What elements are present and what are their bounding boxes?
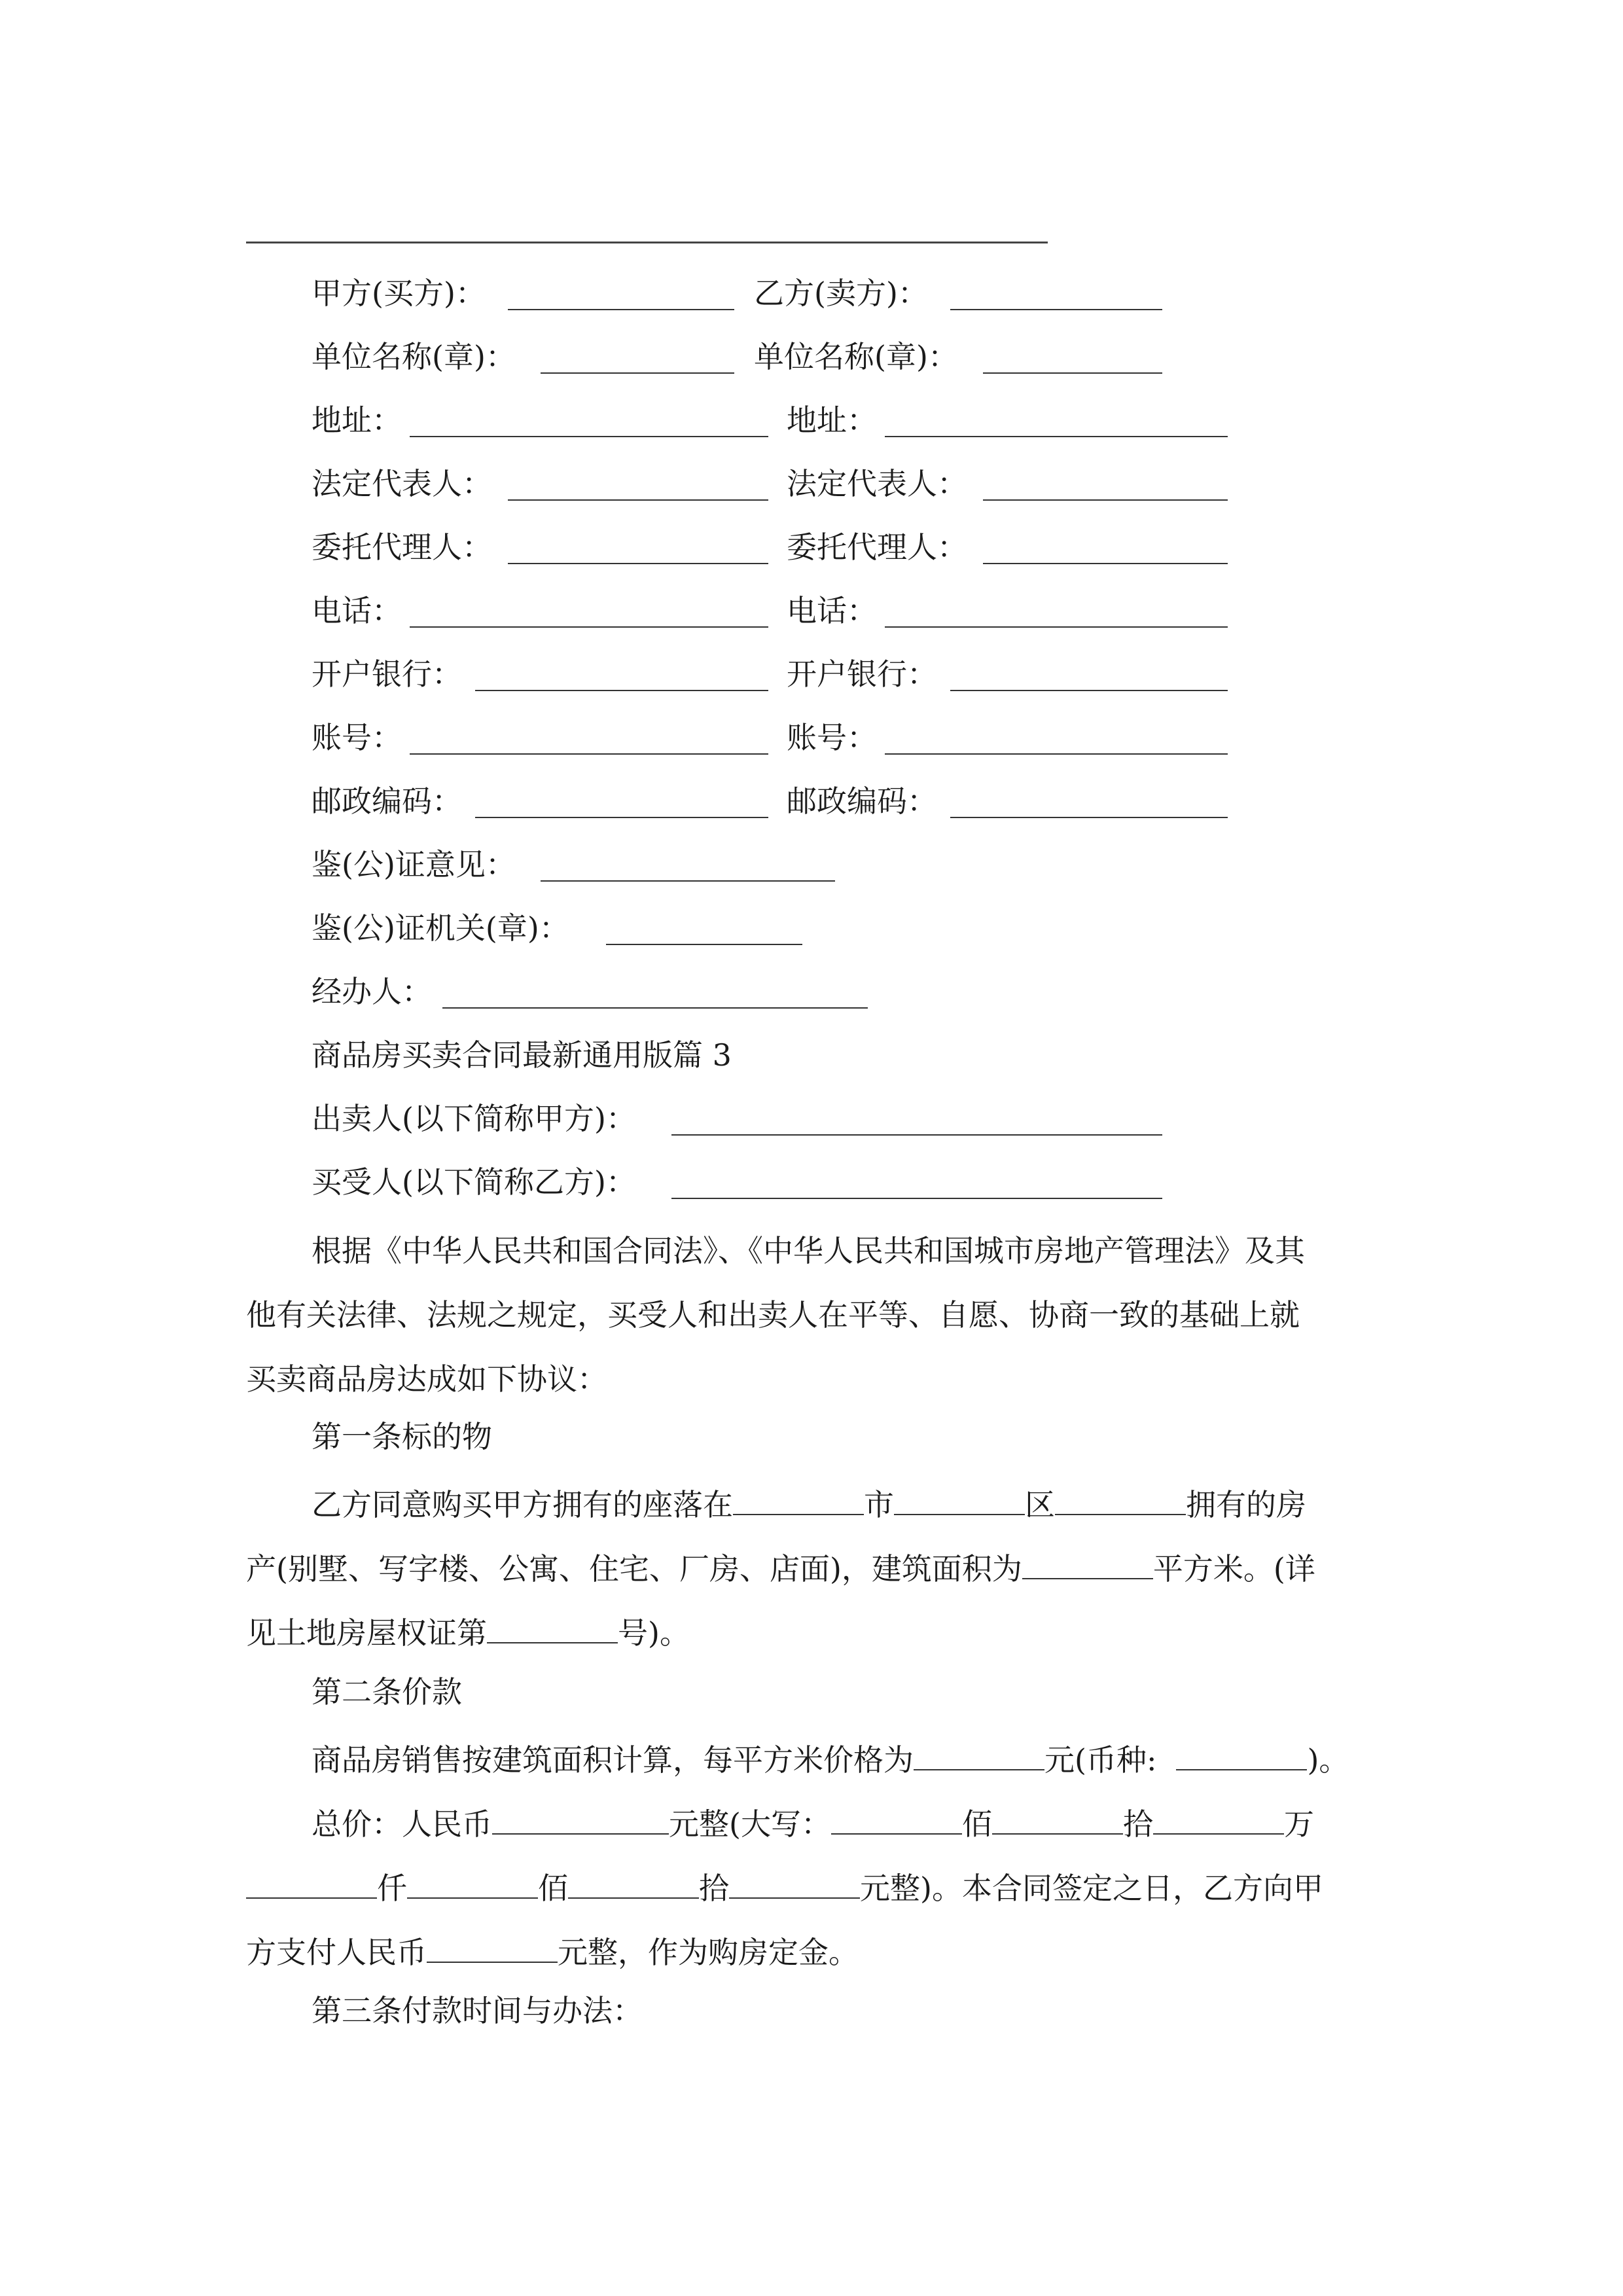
article-2-title: 第二条价款 xyxy=(312,1674,462,1710)
notary-handler-label: 经办人： xyxy=(312,974,432,1009)
hundreds-2-blank[interactable] xyxy=(407,1858,538,1899)
article-1-title: 第一条标的物 xyxy=(312,1419,492,1454)
currency-blank[interactable] xyxy=(1176,1730,1307,1770)
preamble-line: 他有关法律、法规之规定，买受人和出卖人在平等、自愿、协商一致的基础上就 xyxy=(246,1297,1300,1333)
seller-account-label: 账号： xyxy=(787,720,877,755)
buyer-postcode-blank[interactable] xyxy=(475,817,768,818)
deposit-suffix-text: 元整，作为购房定金。 xyxy=(558,1935,859,1970)
contract-seller-label: 出卖人(以下简称甲方)： xyxy=(312,1101,636,1136)
contract-seller-row xyxy=(0,1092,1623,1145)
city-blank[interactable] xyxy=(733,1475,864,1515)
seller-company-blank[interactable] xyxy=(983,372,1162,374)
hundreds-2-text: 佰 xyxy=(538,1871,568,1906)
notary-opinion-blank[interactable] xyxy=(541,880,835,882)
seller-bank-blank[interactable] xyxy=(950,690,1228,691)
article-1-body xyxy=(246,1473,1391,1665)
article-2-line xyxy=(246,1856,1391,1920)
buyer-address-label: 地址： xyxy=(312,403,402,438)
seller-label: 乙方(卖方)： xyxy=(754,276,928,311)
article-3-title: 第三条付款时间与办法： xyxy=(312,1993,643,2028)
area-unit-text: 平方米。(详 xyxy=(1152,1551,1315,1587)
seller-address-blank[interactable] xyxy=(885,436,1228,437)
owned-text: 拥有的房 xyxy=(1186,1487,1306,1522)
total-rmb-blank[interactable] xyxy=(492,1794,669,1835)
buyer-blank[interactable] xyxy=(508,309,734,310)
notary-office-row xyxy=(0,902,1623,954)
currency-close-text: )。 xyxy=(1307,1742,1349,1778)
currency-text: 元(币种: xyxy=(1044,1742,1157,1778)
contract-buyer-row xyxy=(0,1156,1623,1208)
party-header-row xyxy=(0,267,1623,319)
property-type-text: 产(别墅、写字楼、公寓、住宅、厂房、店面)，建筑面积为 xyxy=(246,1551,1022,1587)
article-2-body xyxy=(246,1728,1391,1984)
party-row-account xyxy=(0,711,1623,764)
seller-phone-blank[interactable] xyxy=(885,626,1228,628)
buyer-address-blank[interactable] xyxy=(410,436,768,437)
district-text: 区 xyxy=(1025,1487,1055,1522)
buyer-agent-blank[interactable] xyxy=(508,563,768,564)
seller-bank-label: 开户银行： xyxy=(787,656,937,692)
buyer-company-label: 单位名称(章)： xyxy=(312,339,516,374)
notary-handler-row xyxy=(0,965,1623,1018)
notary-opinion-row xyxy=(0,838,1623,891)
unit-price-blank[interactable] xyxy=(914,1730,1044,1770)
article-2-line xyxy=(246,1728,1391,1792)
article-1-line xyxy=(246,1537,1391,1601)
buyer-company-blank[interactable] xyxy=(541,372,734,374)
party-row-bank xyxy=(0,648,1623,700)
seller-account-blank[interactable] xyxy=(885,753,1228,755)
buyer-legal-rep-blank[interactable] xyxy=(508,499,768,501)
seller-agent-label: 委托代理人： xyxy=(787,529,967,565)
preamble-paragraph xyxy=(246,1219,1391,1411)
deposit-blank[interactable] xyxy=(427,1922,558,1963)
notary-opinion-label: 鉴(公)证意见： xyxy=(312,847,516,882)
signing-text: 元整)。本合同签定之日，乙方向甲 xyxy=(860,1871,1323,1906)
notary-handler-blank[interactable] xyxy=(442,1007,868,1009)
party-row-legal-rep xyxy=(0,457,1623,510)
district-blank[interactable] xyxy=(894,1475,1025,1515)
seller-postcode-blank[interactable] xyxy=(950,817,1228,818)
seller-phone-label: 电话： xyxy=(787,593,877,628)
article-1-text: 乙方同意购买甲方拥有的座落在 xyxy=(312,1487,733,1522)
hundreds-blank[interactable] xyxy=(831,1794,962,1835)
article-2-title-row xyxy=(0,1666,1623,1718)
seller-company-label: 单位名称(章)： xyxy=(754,339,958,374)
article-1-line xyxy=(246,1601,1391,1665)
notary-office-blank[interactable] xyxy=(606,944,802,945)
buyer-legal-rep-label: 法定代表人： xyxy=(312,466,492,501)
seller-postcode-label: 邮政编码： xyxy=(787,783,937,819)
preamble-line: 买卖商品房达成如下协议： xyxy=(246,1361,607,1397)
article-2-line xyxy=(246,1792,1391,1856)
unit-price-text: 商品房销售按建筑面积计算，每平方米价格为 xyxy=(312,1742,914,1778)
thousands-blank[interactable] xyxy=(246,1858,377,1899)
buyer-postcode-label: 邮政编码： xyxy=(312,783,462,819)
buyer-label: 甲方(买方)： xyxy=(312,276,486,311)
buyer-account-label: 账号： xyxy=(312,720,402,755)
total-capital-text: 元整(大写： xyxy=(669,1806,831,1842)
ten-thousands-text: 万 xyxy=(1283,1806,1314,1842)
seller-legal-rep-label: 法定代表人： xyxy=(787,466,967,501)
header-rule xyxy=(246,242,1048,243)
contract-title-row xyxy=(0,1029,1623,1081)
buyer-phone-blank[interactable] xyxy=(410,626,768,628)
yuan-blank[interactable] xyxy=(729,1858,860,1899)
tens-2-blank[interactable] xyxy=(568,1858,699,1899)
preamble-line: 根据《中华人民共和国合同法》、《中华人民共和国城市房地产管理法》及其 xyxy=(312,1233,1305,1268)
seller-address-label: 地址： xyxy=(787,403,877,438)
seller-blank[interactable] xyxy=(950,309,1162,310)
certificate-number-blank[interactable] xyxy=(487,1603,618,1643)
tens-text: 拾 xyxy=(1122,1806,1153,1842)
area-blank[interactable] xyxy=(1022,1539,1153,1579)
article-3-title-row xyxy=(0,1984,1623,2037)
deposit-text: 方支付人民币 xyxy=(246,1935,427,1970)
contract-seller-blank[interactable] xyxy=(671,1134,1162,1136)
thousands-text: 仟 xyxy=(377,1871,407,1906)
notary-office-label: 鉴(公)证机关(章)： xyxy=(312,910,569,946)
article-1-title-row xyxy=(0,1410,1623,1463)
seller-legal-rep-blank[interactable] xyxy=(983,499,1228,501)
buyer-agent-label: 委托代理人： xyxy=(312,529,492,565)
buyer-bank-label: 开户银行： xyxy=(312,656,462,692)
contract-buyer-label: 买受人(以下简称乙方)： xyxy=(312,1164,636,1200)
buyer-account-blank[interactable] xyxy=(410,753,768,755)
city-text: 市 xyxy=(864,1487,894,1522)
party-row-company xyxy=(0,331,1623,383)
hundreds-text: 佰 xyxy=(961,1806,992,1842)
article-2-line xyxy=(246,1920,1391,1984)
certificate-suffix-text: 号)。 xyxy=(618,1615,690,1651)
tens-2-text: 拾 xyxy=(699,1871,729,1906)
party-row-phone xyxy=(0,584,1623,637)
party-row-postcode xyxy=(0,775,1623,827)
article-1-line xyxy=(246,1473,1391,1537)
location-blank[interactable] xyxy=(1055,1475,1186,1515)
total-price-text: 总价：人民币 xyxy=(312,1806,492,1842)
contract-title: 商品房买卖合同最新通用版篇 3 xyxy=(312,1037,732,1073)
party-row-agent xyxy=(0,521,1623,573)
tens-blank[interactable] xyxy=(992,1794,1123,1835)
party-row-address xyxy=(0,394,1623,446)
seller-agent-blank[interactable] xyxy=(983,563,1228,564)
buyer-phone-label: 电话： xyxy=(312,593,402,628)
contract-buyer-blank[interactable] xyxy=(671,1198,1162,1199)
buyer-bank-blank[interactable] xyxy=(475,690,768,691)
ten-thousands-blank[interactable] xyxy=(1153,1794,1284,1835)
certificate-text: 见土地房屋权证第 xyxy=(246,1615,487,1651)
